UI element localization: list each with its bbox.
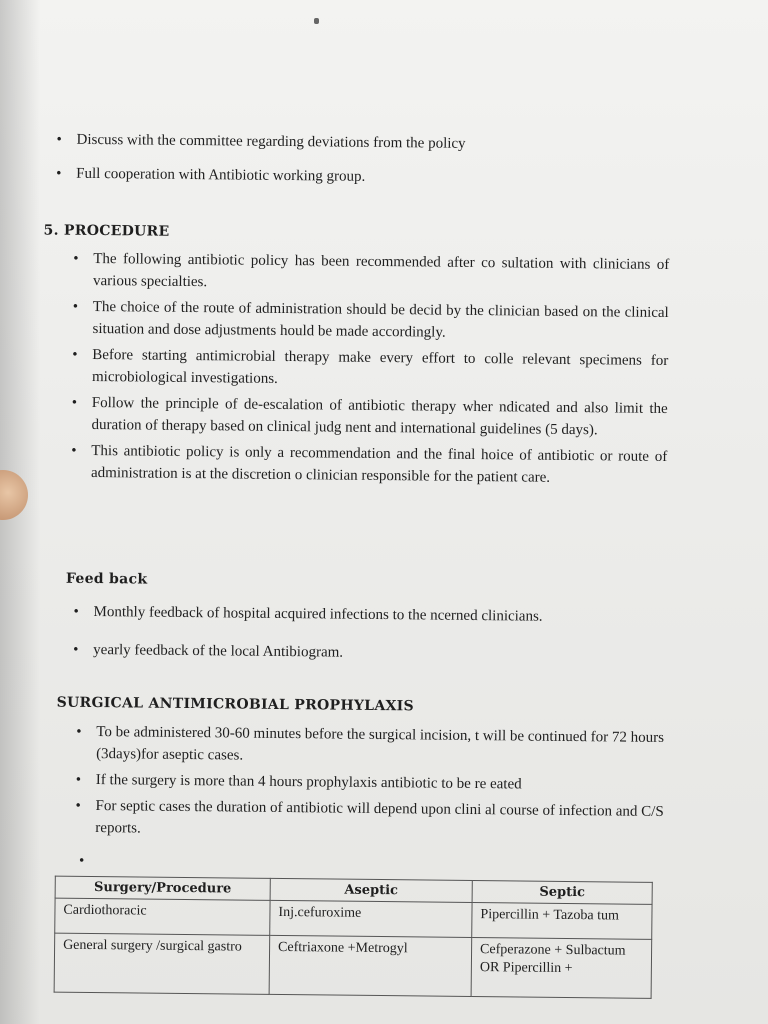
surgical-prophylaxis-heading: SURGICAL ANTIMICROBIAL PROPHYLAXIS xyxy=(56,694,415,715)
table-cell: Cardiothoracic xyxy=(55,898,270,935)
list-item: • The following antibiotic policy has been recommended after co sultation with clinicians of various specialties. xyxy=(93,248,669,298)
list-item: • This antibiotic policy is only a recommendation and the final hoice of antibiotic or route of administration is at the discretion o clinician responsible for the patient care. xyxy=(91,440,667,490)
table-cell: Ceftriaxone +Metrogyl xyxy=(269,935,472,996)
list-item: • Follow the principle of de-escalation of antibiotic therapy wher ndicated and also limit the duration of therapy based on clinical judg nent and international guidelines (5 days). xyxy=(91,392,667,442)
table-cell: Pipercillin + Tazoba tum xyxy=(472,902,652,939)
empty-bullet: • xyxy=(78,852,85,869)
list-item: • yearly feedback of the local Antibiogram. xyxy=(93,639,673,667)
column-header: Aseptic xyxy=(270,878,472,902)
list-item: • Full cooperation with Antibiotic working group. xyxy=(76,163,676,191)
list-item: • The choice of the route of administration should be decid by the clinician based on the clinical situation and dose adjustments hould be made accordingly. xyxy=(92,296,668,346)
table-cell: General surgery /surgical gastro xyxy=(54,933,270,994)
procedure-list xyxy=(91,248,669,494)
list-item: • For septic cases the duration of antibiotic will depend upon clini al course of infection and C/S reports. xyxy=(95,795,673,845)
list-item: • Discuss with the committee regarding deviations from the policy xyxy=(76,129,676,157)
policy-bullet-list xyxy=(76,129,677,203)
procedure-heading: 5. PROCEDURE xyxy=(43,222,170,240)
table-cell: Inj.cefuroxime xyxy=(270,900,472,937)
list-item: • If the surgery is more than 4 hours prophylaxis antibiotic to be re eated xyxy=(96,769,674,797)
table-row xyxy=(54,933,652,998)
column-header: Septic xyxy=(472,880,652,904)
surgical-list xyxy=(95,721,674,849)
prophylaxis-table xyxy=(54,876,653,999)
column-header: Surgery/Procedure xyxy=(55,876,270,900)
list-item: • To be administered 30-60 minutes before the surgical incision, t will be continued for 72 hours (3days)for aseptic cases. xyxy=(96,721,674,771)
list-item: • Before starting antimicrobial therapy make every effort to colle relevant specimens for microbiological investigations. xyxy=(92,344,668,394)
list-item: • Monthly feedback of hospital acquired infections to the ncerned clinicians. xyxy=(93,601,673,629)
feedback-list xyxy=(93,601,674,683)
table-cell: Cefperazone + Sulbactum OR Pipercillin + xyxy=(471,937,652,998)
feedback-heading: Feed back xyxy=(65,570,148,588)
